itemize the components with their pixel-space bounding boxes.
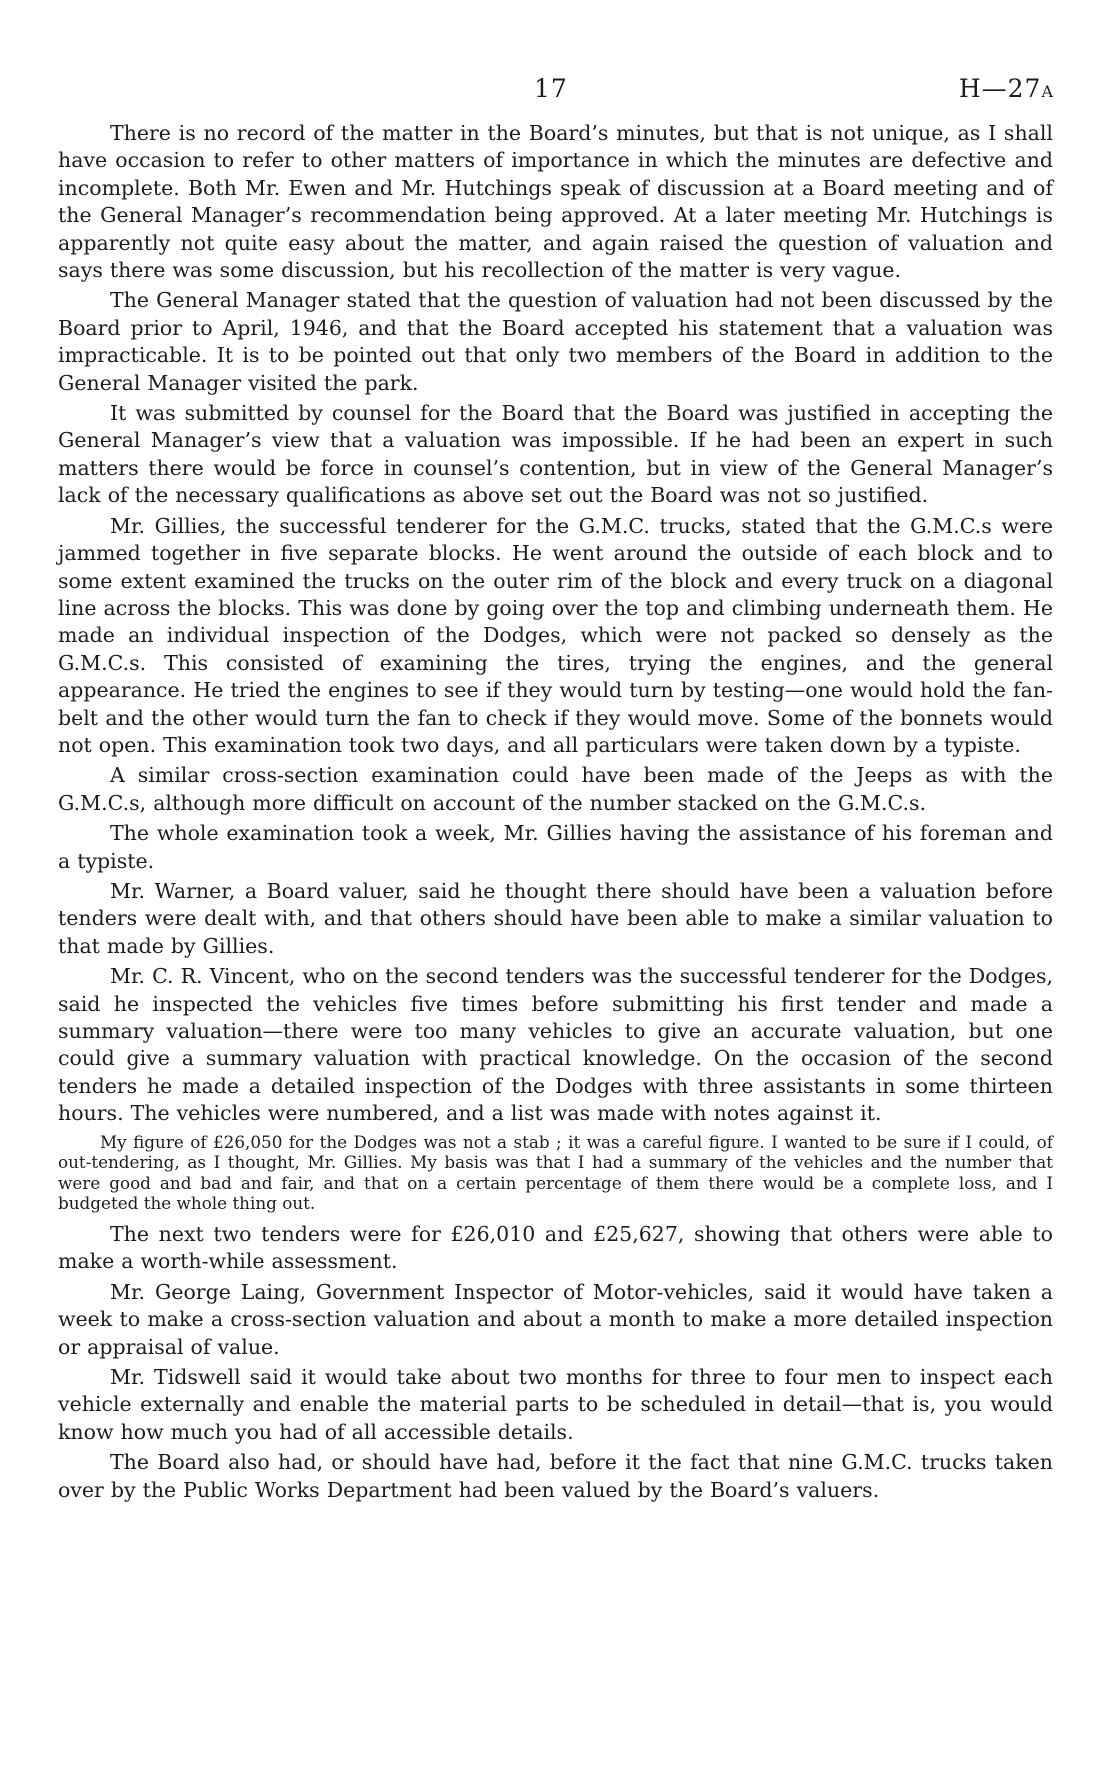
paragraph: The General Manager stated that the question of valuation had not been discussed by the Board prior to April, 1946, and that the Board accepted his statement that a valuation was impracticable. It is to be pointed out that only two members of the Board in addition to the General Manager visited the park. [58,288,1053,395]
body-text [58,120,1053,1507]
document-code [959,74,1054,103]
paragraph: The next two tenders were for £26,010 and £25,627, showing that others were able to make a worth-while assessment. [58,1222,1053,1274]
paragraph: Mr. Warner, a Board valuer, said he thought there should have been a valuation before tenders were dealt with, and that others should have been able to make a similar valuation to that made by Gillies. [58,878,1053,958]
paragraph: The whole examination took a week, Mr. Gillies having the assistance of his foreman and a typiste. [58,821,1053,873]
block-quote: My figure of £26,050 for the Dodges was not a stab ; it was a careful figure. I wanted to be sure if I could, of out-tendering, as I thought, Mr. Gillies. My basis was that I had a summary of the vehicles and the number that were good and bad and fair, and that on a certain percentage of them there would be a complete loss, and I budgeted the whole thing out. [58,1131,1053,1214]
document-code-suffix: A [1041,82,1054,101]
paragraph: Mr. C. R. Vincent, who on the second tenders was the successful tenderer for the Dodges, said he inspected the vehicles five times before submitting his first tender and made a summary valuation—there were too many vehicles to give an accurate valuation, but one could give a summary valuation with practical knowledge. On the occasion of the second tenders he made a detailed inspection of the Dodges with three assistants in some thirteen hours. The vehicles were numbered, and a list was made with notes against it. [58,964,1053,1126]
document-code-main: H—27 [958,74,1042,103]
paragraph: Mr. Gillies, the successful tenderer for the G.M.C. trucks, stated that the G.M.C.s were jammed together in five separate blocks. He went around the outside of each block and to some extent examined the trucks on the outer rim of the block and every truck on a diagonal line across the blocks. This was done by going over the top and climbing underneath them. He made an individual inspection of the Dodges, which were not packed so densely as the G.M.C.s. This consisted of examining the tires, trying the engines, and the general appearance. He tried the engines to see if they would turn by testing—one would hold the fan-belt and the other would turn the fan to check if they would move. Some of the bonnets would not open. This examination took two days, and all particulars were taken down by a typiste. [58,513,1053,757]
paragraph: It was submitted by counsel for the Board that the Board was justified in accepting the General Manager’s view that a valuation was impossible. If he had been an expert in such matters there would be force in counsel’s contention, but in view of the General Manager’s lack of the necessary qualifications as above set out the Board was not so justified. [58,401,1053,508]
paragraph: A similar cross-section examination could have been made of the Jeeps as with the G.M.C.s, although more difficult on account of the number stacked on the G.M.C.s. [58,763,1053,815]
page-number: 17 [534,74,568,103]
paragraph: Mr. George Laing, Government Inspector of Motor-vehicles, said it would have taken a week to make a cross-section valuation and about a month to make a more detailed inspection or appraisal of value. [58,1279,1053,1359]
paragraph: Mr. Tidswell said it would take about two months for three to four men to inspect each vehicle externally and enable the material parts to be scheduled in detail—that is, you would know how much you had of all accessible details. [58,1365,1053,1444]
paragraph: There is no record of the matter in the Board’s minutes, but that is not unique, as I shall have occasion to refer to other matters of importance in which the minutes are defective and incomplete. Both Mr. Ewen and Mr. Hutchings speak of discussion at a Board meeting and of the General Manager’s recommendation being approved. At a later meeting Mr. Hutchings is apparently not quite easy about the matter, and again raised the question of valuation and says there was some discussion, but his recollection of the matter is very vague. [58,121,1053,283]
paragraph: The Board also had, or should have had, before it the fact that nine G.M.C. trucks taken over by the Public Works Department had been valued by the Board’s valuers. [58,1450,1053,1502]
